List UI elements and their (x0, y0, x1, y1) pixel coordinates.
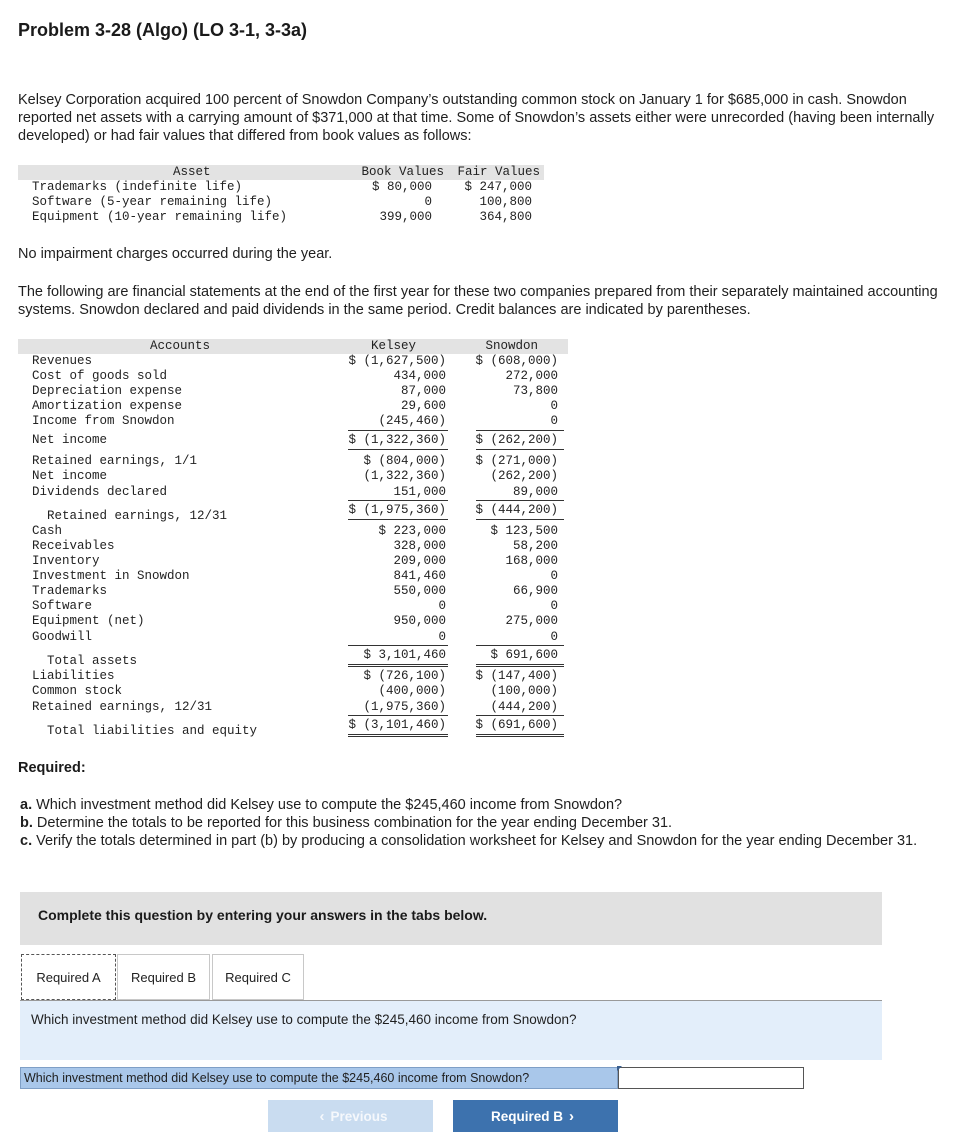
account-label: Trademarks (32, 584, 108, 598)
kelsey-value: 841,460 (393, 569, 446, 583)
snowdon-value: 0 (550, 414, 558, 428)
account-label: Dividends declared (32, 485, 168, 499)
chevron-left-icon: ‹ (319, 1107, 325, 1125)
table-row (18, 539, 568, 554)
account-label: Receivables (32, 539, 115, 553)
total-double-rule (476, 664, 564, 667)
kelsey-value: $ (3,101,460) (348, 718, 446, 732)
tab-required-c[interactable]: Required C (212, 954, 304, 1000)
account-label: Retained earnings, 12/31 (47, 509, 228, 523)
fair-value: $ 247,000 (464, 180, 532, 194)
kelsey-col-header: Kelsey (370, 339, 416, 353)
snowdon-value: 89,000 (512, 485, 558, 499)
tab-required-a[interactable]: Required A (21, 954, 116, 1000)
snowdon-value: 58,200 (512, 539, 558, 553)
table-row (18, 354, 568, 369)
required-item-a (20, 796, 920, 814)
item-text: Verify the totals determined in part (b) by producing a consolidation worksheet for Kelsey and Snowdon for the year ending December 31. (36, 833, 918, 849)
subtotal-rule (348, 430, 448, 431)
table-row (18, 469, 568, 484)
accounts-col-header: Accounts (150, 339, 211, 353)
kelsey-value: $ 3,101,460 (363, 648, 446, 662)
table-row (18, 524, 568, 539)
snowdon-value: 272,000 (505, 369, 558, 383)
total-rule (476, 449, 564, 450)
table-row (18, 599, 568, 614)
investment-method-input[interactable] (618, 1067, 804, 1089)
account-label: Cost of goods sold (32, 369, 168, 383)
subtotal-rule (476, 500, 564, 501)
total-rule (348, 449, 448, 450)
kelsey-value: (245,460) (378, 414, 446, 428)
table-row (18, 669, 568, 684)
kelsey-value: $ (1,975,360) (348, 503, 446, 517)
snowdon-value: 0 (550, 399, 558, 413)
next-required-b-button[interactable] (453, 1100, 618, 1132)
table-row (18, 399, 568, 414)
instruction-text: Complete this question by entering your answers in the tabs below. (38, 907, 488, 923)
snowdon-value: $ (608,000) (475, 354, 558, 368)
total-double-rule (476, 734, 564, 737)
subtotal-rule (476, 715, 564, 716)
fair-values-col-header: Fair Values (457, 165, 540, 179)
book-value: $ 80,000 (371, 180, 432, 194)
snowdon-value: $ 691,600 (490, 648, 558, 662)
answer-label: Which investment method did Kelsey use to compute the $245,460 income from Snowdon? (20, 1067, 618, 1089)
table-row (18, 614, 568, 629)
snowdon-value: 0 (550, 569, 558, 583)
book-value: 399,000 (379, 210, 432, 224)
tab-required-b[interactable]: Required B (117, 954, 210, 1000)
snowdon-col-header: Snowdon (485, 339, 538, 353)
question-text: Which investment method did Kelsey use to compute the $245,460 income from Snowdon? (31, 1012, 577, 1027)
input-corner-marker (617, 1066, 622, 1071)
table-row (18, 648, 568, 668)
snowdon-value: 0 (550, 630, 558, 644)
snowdon-value: (100,000) (490, 684, 558, 698)
required-item-b (20, 814, 920, 832)
total-double-rule (348, 664, 448, 667)
kelsey-value: 209,000 (393, 554, 446, 568)
subtotal-rule (348, 645, 448, 646)
table-row (18, 684, 568, 699)
snowdon-value: $ (444,200) (475, 503, 558, 517)
snowdon-value: (262,200) (490, 469, 558, 483)
item-text: Which investment method did Kelsey use to compute the $245,460 income from Snowdon? (36, 797, 623, 813)
account-label: Net income (32, 433, 108, 447)
kelsey-value: 950,000 (393, 614, 446, 628)
account-label: Total assets (47, 654, 138, 668)
page-title: Problem 3-28 (Algo) (LO 3-1, 3-3a) (18, 20, 308, 40)
question-panel (20, 1001, 882, 1060)
item-letter: c. (20, 833, 33, 849)
snowdon-value: 275,000 (505, 614, 558, 628)
kelsey-value: 0 (438, 630, 446, 644)
asset-table-header (18, 165, 544, 180)
subtotal-rule (348, 500, 448, 501)
table-row (18, 485, 568, 500)
kelsey-value: 0 (438, 599, 446, 613)
snowdon-value: 73,800 (512, 384, 558, 398)
kelsey-value: $ (726,100) (363, 669, 446, 683)
account-label: Equipment (net) (32, 614, 145, 628)
table-row (18, 414, 568, 429)
problem-intro: Kelsey Corporation acquired 100 percent of Snowdon Company’s outstanding common stock on January 1 for $685,000 in cash. Snowdon reported net assets with a carrying amount of $371,000 at that time. Some of Snowdon’s assets either were unrecorded (having been internally developed) or had fair values that differed from book values as follows: (18, 92, 935, 144)
kelsey-value: $ (1,627,500) (348, 354, 446, 368)
snowdon-value: $ (262,200) (475, 433, 558, 447)
account-label: Retained earnings, 12/31 (32, 700, 213, 714)
table-row (18, 369, 568, 384)
asset-col-header: Asset (173, 165, 211, 179)
asset-fair-value-table (18, 165, 544, 225)
account-label: Net income (32, 469, 108, 483)
subtotal-rule (348, 715, 448, 716)
asset-name: Equipment (10-year remaining life) (32, 210, 288, 224)
item-letter: a. (20, 797, 33, 813)
item-letter: b. (20, 815, 33, 831)
account-label: Cash (32, 524, 63, 538)
account-label: Common stock (32, 684, 123, 698)
table-row (18, 454, 568, 469)
kelsey-value: 29,600 (400, 399, 446, 413)
account-label: Total liabilities and equity (47, 724, 258, 738)
previous-label: Previous (330, 1108, 388, 1124)
item-text: Determine the totals to be reported for this business combination for the year ending December 31. (36, 815, 673, 831)
snowdon-value: $ (147,400) (475, 669, 558, 683)
kelsey-value: 434,000 (393, 369, 446, 383)
snowdon-value: 168,000 (505, 554, 558, 568)
table-row (18, 569, 568, 584)
table-row (18, 554, 568, 569)
snowdon-value: 0 (550, 599, 558, 613)
account-label: Depreciation expense (32, 384, 183, 398)
snowdon-value: $ (271,000) (475, 454, 558, 468)
kelsey-value: $ (804,000) (363, 454, 446, 468)
account-label: Amortization expense (32, 399, 183, 413)
table-row (18, 584, 568, 599)
account-label: Income from Snowdon (32, 414, 175, 428)
account-label: Retained earnings, 1/1 (32, 454, 198, 468)
impairment-note: No impairment charges occurred during the year. (18, 246, 333, 262)
table-row (18, 210, 544, 225)
snowdon-value: $ (691,600) (475, 718, 558, 732)
kelsey-value: $ (1,322,360) (348, 433, 446, 447)
fin-table-header (18, 339, 568, 354)
snowdon-value: $ 123,500 (490, 524, 558, 538)
total-double-rule (348, 734, 448, 737)
table-row (18, 700, 568, 715)
previous-button[interactable] (268, 1100, 433, 1132)
kelsey-value: (400,000) (378, 684, 446, 698)
table-row (18, 630, 568, 645)
account-label: Software (32, 599, 93, 613)
net-income-label-row (18, 439, 568, 454)
table-row (18, 195, 544, 210)
account-label: Liabilities (32, 669, 115, 683)
statements-intro: The following are financial statements at the end of the first year for these two companies prepared from their separately maintained accounting systems. Snowdon declared and paid dividends in the same period. Credit balances are indicated by parentheses. (18, 284, 938, 318)
table-row (18, 384, 568, 399)
subtotal-rule (476, 645, 564, 646)
kelsey-value: (1,322,360) (363, 469, 446, 483)
fair-value: 364,800 (479, 210, 532, 224)
table-row (18, 718, 568, 738)
account-label: Goodwill (32, 630, 93, 644)
kelsey-value: 87,000 (400, 384, 446, 398)
chevron-right-icon: › (569, 1107, 574, 1125)
kelsey-value: (1,975,360) (363, 700, 446, 714)
kelsey-value: 328,000 (393, 539, 446, 553)
account-label: Investment in Snowdon (32, 569, 190, 583)
required-heading: Required: (18, 760, 86, 776)
required-item-c (20, 832, 920, 850)
subtotal-rule (476, 430, 564, 431)
table-row (18, 180, 544, 195)
kelsey-value: 550,000 (393, 584, 446, 598)
next-label: Required B (490, 1108, 563, 1124)
snowdon-value: (444,200) (490, 700, 558, 714)
asset-name: Software (5-year remaining life) (32, 195, 273, 209)
book-value: 0 (424, 195, 432, 209)
book-values-col-header: Book Values (361, 165, 444, 179)
fair-value: 100,800 (479, 195, 532, 209)
kelsey-value: 151,000 (393, 485, 446, 499)
kelsey-value: $ 223,000 (378, 524, 446, 538)
snowdon-value: 66,900 (512, 584, 558, 598)
total-rule (476, 519, 564, 520)
account-label: Revenues (32, 354, 93, 368)
total-rule (348, 519, 448, 520)
table-row (18, 503, 568, 523)
account-label: Inventory (32, 554, 100, 568)
asset-name: Trademarks (indefinite life) (32, 180, 243, 194)
